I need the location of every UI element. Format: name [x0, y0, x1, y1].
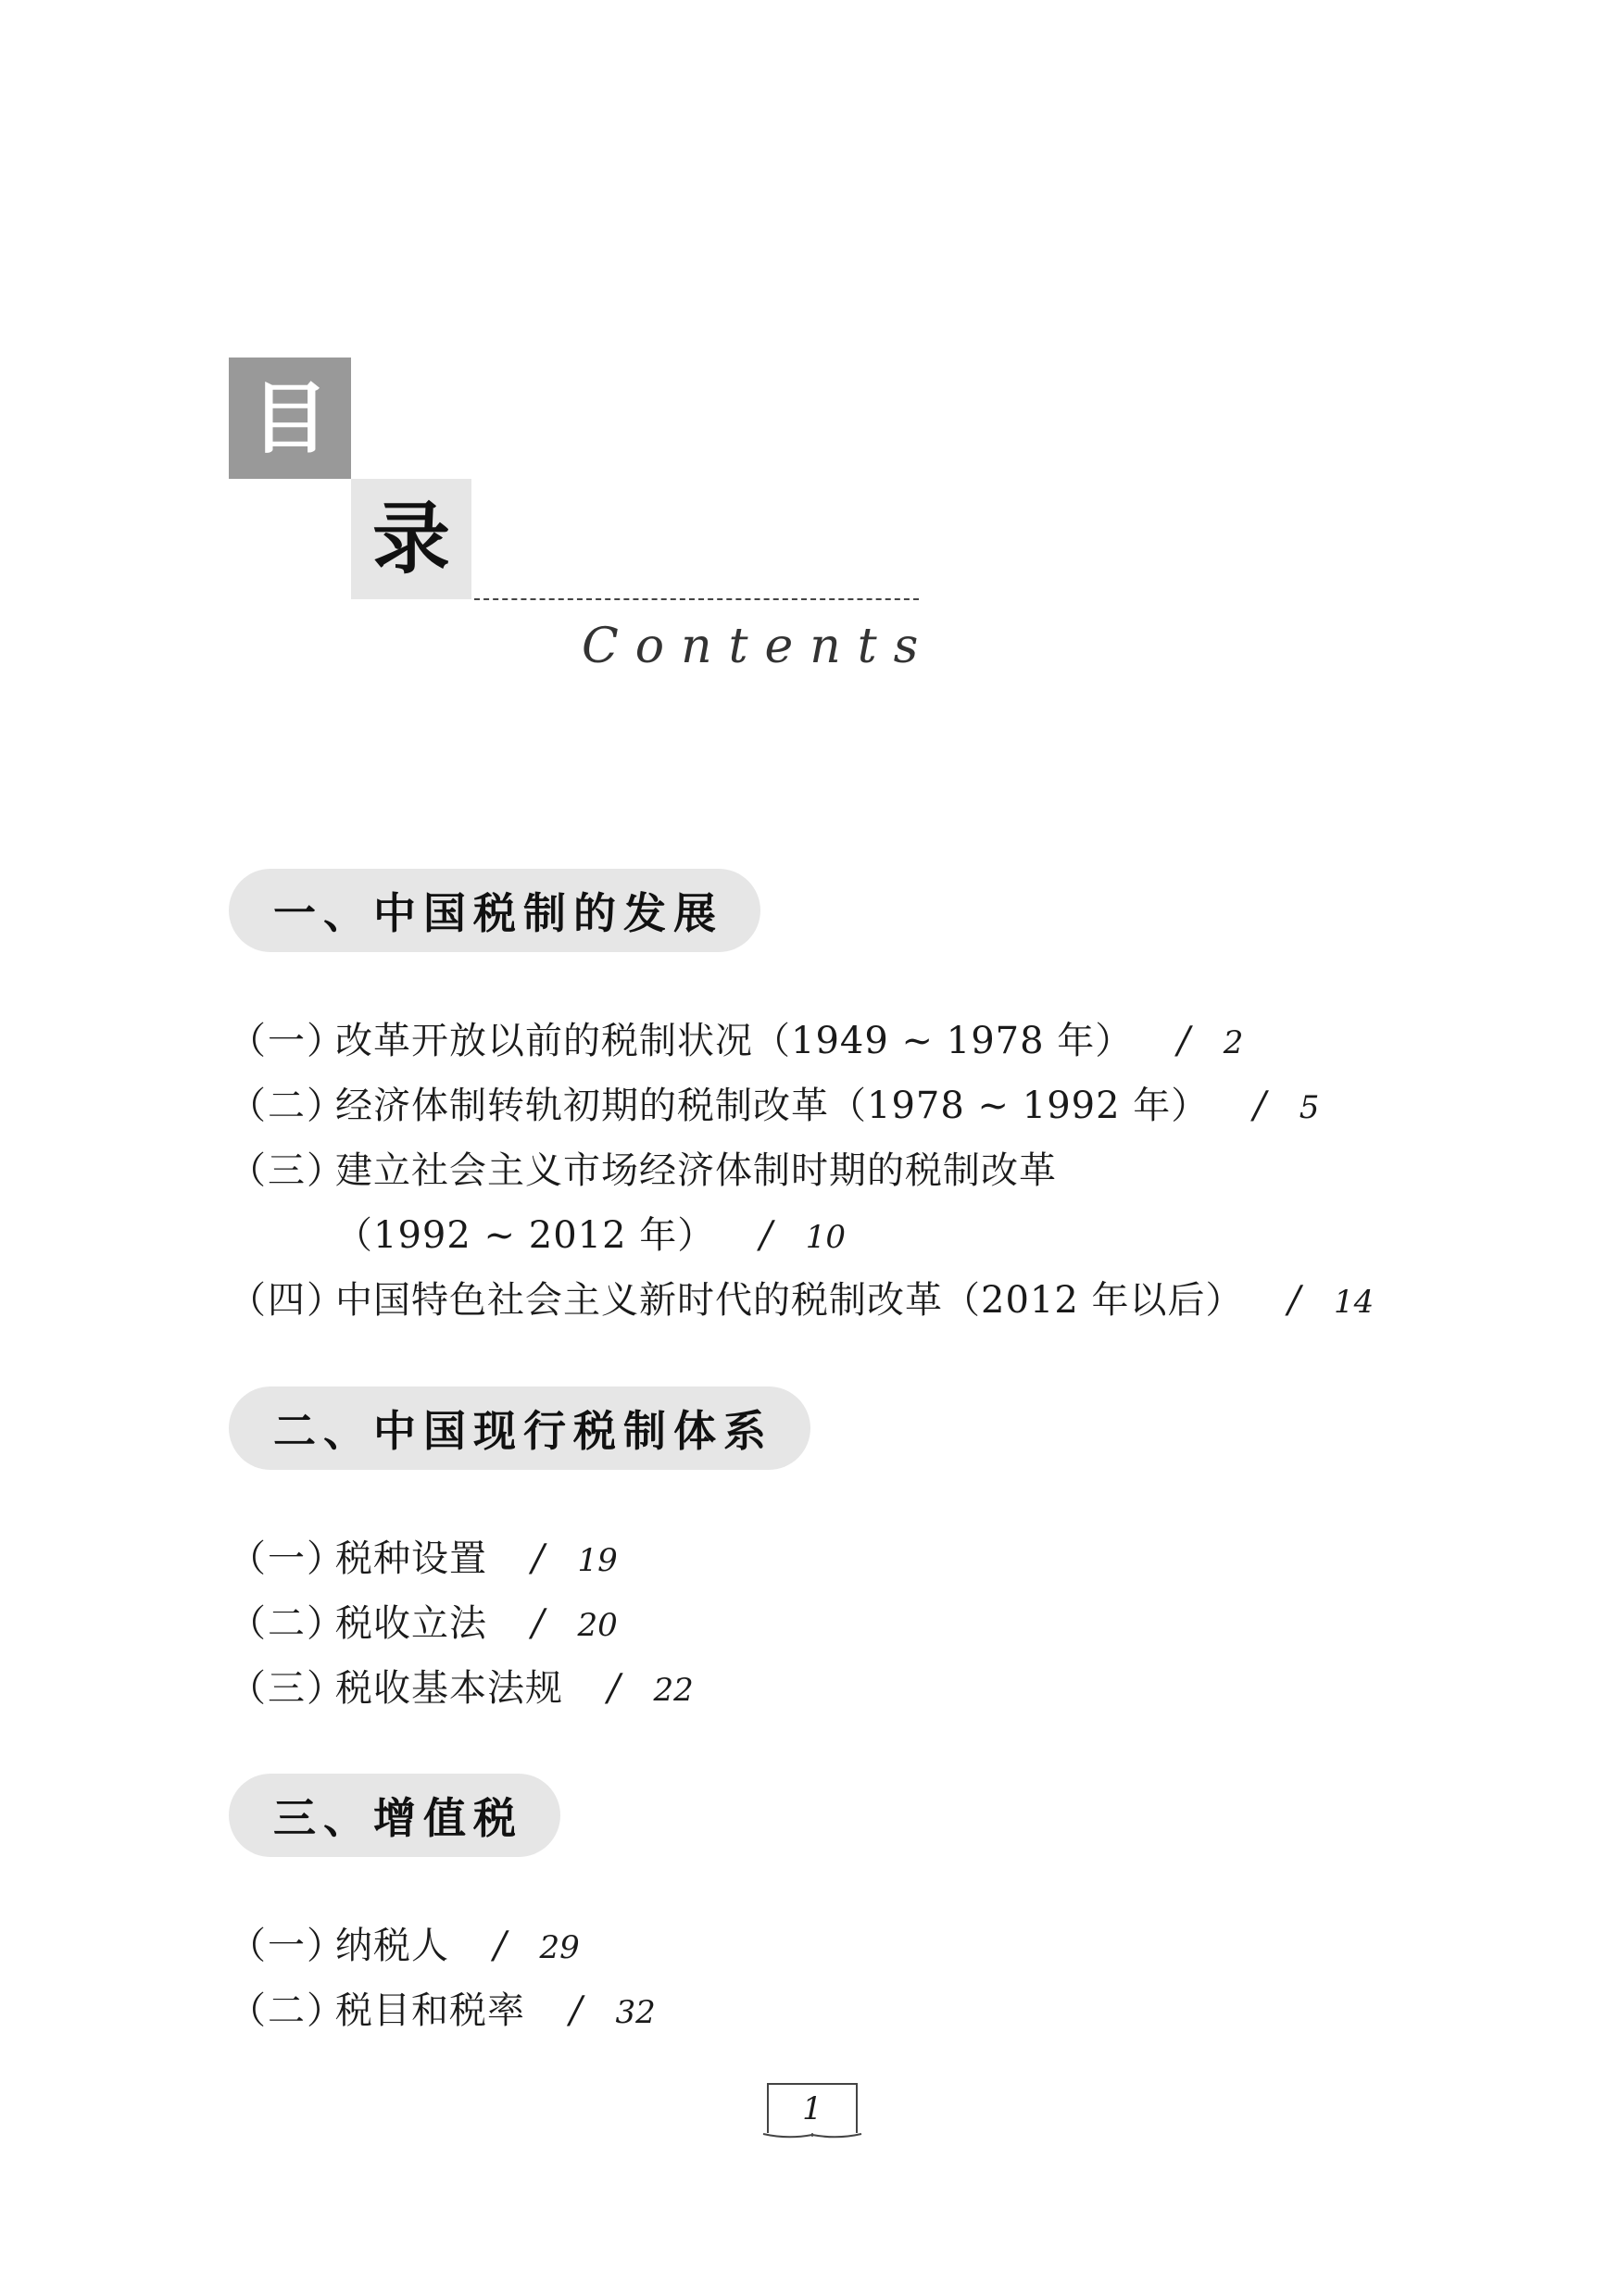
toc-number: （一）: [229, 1925, 345, 1967]
toc-entry[interactable]: [229, 1076, 1319, 1128]
section-title: 二、中国现行税制体系: [273, 1406, 773, 1456]
toc-number: （三）: [229, 1667, 345, 1710]
toc-entry[interactable]: [229, 1659, 694, 1711]
toc-entry[interactable]: [229, 1141, 1057, 1193]
toc-page-number: 2: [1223, 1024, 1244, 1061]
title-divider: [474, 598, 919, 600]
toc-separator: /: [1253, 1085, 1266, 1127]
title-block-mu: [229, 358, 351, 479]
toc-separator: /: [608, 1667, 621, 1710]
toc-title: 税目和税率: [335, 1989, 525, 2032]
toc-number: （二）: [229, 1602, 345, 1645]
page-number-text: 1: [802, 2090, 822, 2127]
toc-page-number: 29: [539, 1929, 580, 1966]
open-book-icon: [761, 2133, 863, 2140]
toc-separator: /: [1287, 1279, 1300, 1322]
toc-title: 纳税人: [335, 1925, 449, 1967]
toc-title: 经济体制转轨初期的税制改革（1978 ~ 1992 年）: [335, 1085, 1210, 1127]
toc-entry[interactable]: [229, 1916, 580, 1968]
toc-title: 建立社会主义市场经济体制时期的税制改革: [335, 1149, 1057, 1192]
toc-entry[interactable]: [229, 1271, 1374, 1323]
toc-title: 中国特色社会主义新时代的税制改革（2012 年以后）: [335, 1279, 1244, 1322]
toc-title: 改革开放以前的税制状况（1949 ~ 1978 年）: [335, 1020, 1134, 1062]
contents-subtitle: Contents: [582, 619, 935, 674]
section-title: 三、增值税: [273, 1793, 523, 1843]
toc-page-number: 32: [615, 1994, 656, 2031]
toc-page-number: 5: [1299, 1089, 1320, 1126]
toc-separator: /: [570, 1989, 583, 2032]
toc-page-number: 10: [805, 1219, 847, 1256]
toc-page-number: 14: [1334, 1284, 1375, 1321]
section-heading-2[interactable]: [229, 1386, 810, 1470]
section-title: 一、中国税制的发展: [273, 888, 723, 938]
toc-entry[interactable]: [229, 1981, 656, 2033]
toc-entry-continuation[interactable]: [335, 1206, 846, 1258]
toc-page-number: 22: [653, 1672, 694, 1709]
toc-entry[interactable]: [229, 1594, 618, 1646]
toc-page-number: 20: [577, 1607, 618, 1644]
toc-title-continuation: （1992 ~ 2012 年）: [335, 1214, 716, 1257]
section-heading-3[interactable]: [229, 1774, 560, 1857]
toc-number: （二）: [229, 1989, 345, 2032]
toc-separator: /: [532, 1537, 545, 1580]
toc-separator: /: [1177, 1020, 1190, 1062]
toc-number: （一）: [229, 1020, 345, 1062]
toc-entry[interactable]: [229, 1529, 618, 1581]
title-char-1: 目: [250, 372, 329, 464]
toc-number: （一）: [229, 1537, 345, 1580]
toc-separator: /: [532, 1602, 545, 1645]
toc-separator: /: [760, 1214, 772, 1257]
section-heading-1[interactable]: [229, 869, 760, 952]
toc-number: （三）: [229, 1149, 345, 1192]
toc-entry[interactable]: [229, 1011, 1243, 1063]
toc-separator: /: [494, 1925, 507, 1967]
title-char-2: 录: [371, 494, 450, 584]
page-number: [767, 2083, 858, 2133]
toc-number: （四）: [229, 1279, 345, 1322]
toc-page-number: 19: [577, 1542, 618, 1579]
toc-number: （二）: [229, 1085, 345, 1127]
toc-title: 税收立法: [335, 1602, 487, 1645]
toc-title: 税种设置: [335, 1537, 487, 1580]
title-block-lu: [351, 479, 471, 599]
toc-title: 税收基本法规: [335, 1667, 563, 1710]
